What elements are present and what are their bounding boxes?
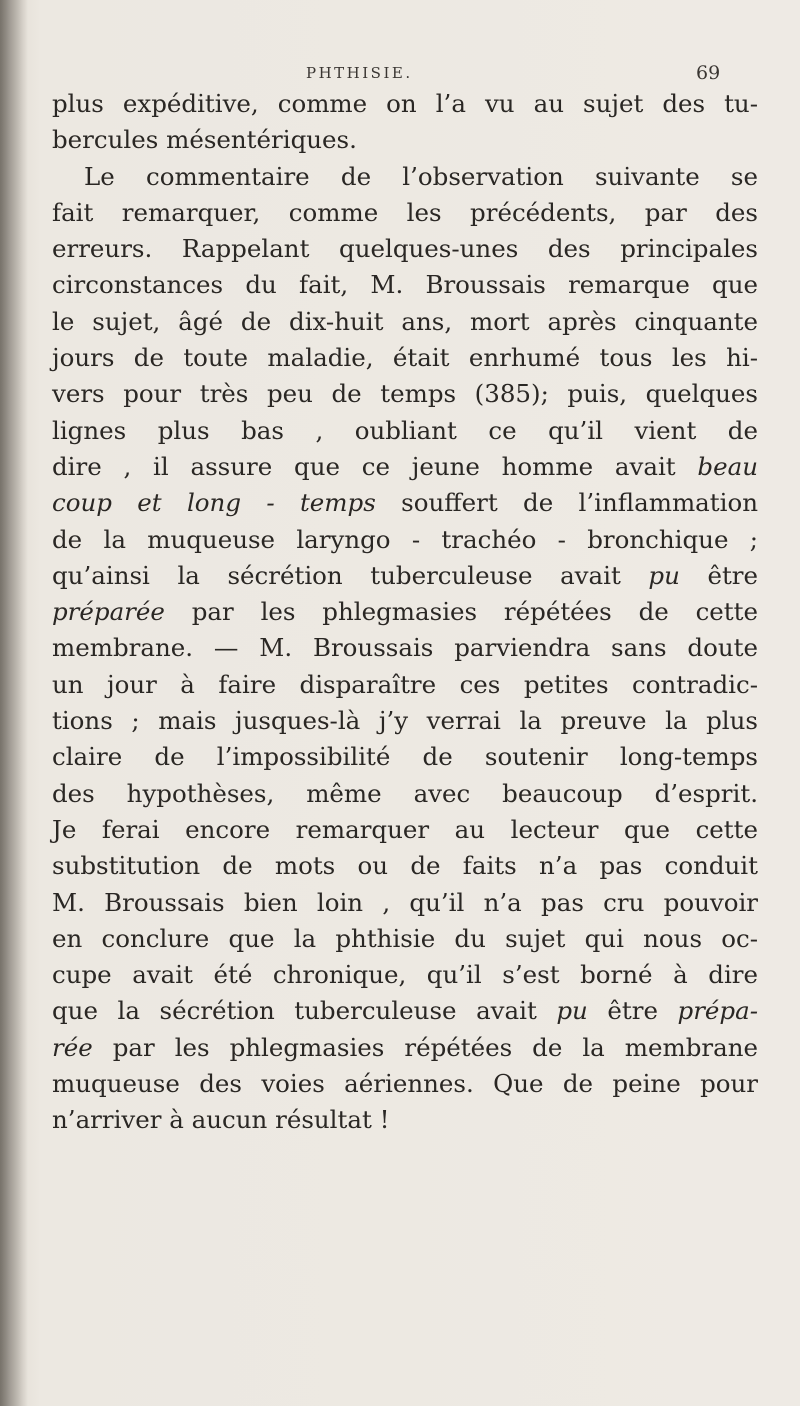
text-line: Le commentaire de l’observation suivante se	[84, 161, 758, 191]
text-line: erreurs. Rappelant quelques-unes des principales	[52, 234, 758, 264]
text-line	[52, 1030, 758, 1066]
text-line: membrane. — M. Broussais parviendra sans doute	[52, 633, 758, 663]
italic-text: pu	[648, 560, 680, 590]
text-line	[52, 485, 758, 521]
text-segment: être	[587, 996, 678, 1026]
page-header	[0, 62, 800, 88]
text-line: des hypothèses, même avec beaucoup d’esprit.	[52, 778, 758, 808]
text-line: de la muqueuse laryngo - trachéo - bronchique ;	[52, 524, 758, 554]
text-line: en conclure que la phthisie du sujet qui nous oc-	[52, 923, 758, 953]
text-segment: qu’ainsi la sécrétion tuberculeuse avait	[52, 560, 649, 590]
text-line: plus expéditive, comme on l’a vu au sujet des tu-	[52, 89, 758, 118]
text-line	[52, 993, 758, 1029]
text-line: circonstances du fait, M. Broussais remarque que	[52, 270, 758, 300]
text-line: substitution de mots ou de faits n’a pas conduit	[52, 851, 758, 881]
text-line: un jour à faire disparaître ces petites contradic-	[52, 669, 758, 699]
text-line: M. Broussais bien loin , qu’il n’a pas cru pouvoir	[52, 887, 758, 917]
text-line: Je ferai encore remarquer au lecteur que cette	[52, 814, 758, 844]
italic-text: pu	[556, 996, 588, 1026]
text-segment: que la sécrétion tuberculeuse avait	[52, 996, 557, 1026]
text-segment: souffert de l’inflammation	[375, 488, 758, 518]
text-line	[52, 449, 758, 485]
text-line: vers pour très peu de temps (385); puis, quelques	[52, 379, 758, 409]
text-line: lignes plus bas , oubliant ce qu’il vient de	[52, 415, 758, 445]
text-line: n’arriver à aucun résultat !	[52, 1105, 390, 1135]
text-line: tions ; mais jusques-là j’y verrai la preuve la plus	[52, 706, 758, 736]
text-line: claire de l’impossibilité de soutenir long-temps	[52, 742, 758, 772]
italic-text: beau	[697, 451, 758, 481]
italic-text: préparée	[52, 597, 165, 627]
text-line	[52, 594, 758, 630]
page-number: 69	[696, 62, 721, 84]
body-text	[52, 86, 758, 1139]
italic-text: prépa-	[677, 996, 758, 1026]
text-segment: être	[679, 560, 758, 590]
text-line: le sujet, âgé de dix-huit ans, mort après cinquante	[52, 306, 758, 336]
text-line: cupe avait été chronique, qu’il s’est borné à dire	[52, 960, 758, 990]
running-title: PHTHISIE.	[306, 64, 413, 82]
text-line: muqueuse des voies aériennes. Que de peine pour	[52, 1069, 758, 1099]
italic-text: rée	[52, 1032, 93, 1062]
text-line: bercules mésentériques.	[52, 125, 357, 155]
text-segment: par les phlegmasies répétées de cette	[164, 597, 758, 627]
binding-shadow	[0, 0, 28, 1406]
text-line: fait remarquer, comme les précédents, par des	[52, 197, 758, 227]
text-segment: dire , il assure que ce jeune homme avait	[52, 451, 698, 481]
text-line	[52, 558, 758, 594]
italic-text: coup et long - temps	[52, 488, 376, 518]
text-segment: par les phlegmasies répétées de la membrane	[92, 1032, 758, 1062]
text-line: jours de toute maladie, était enrhumé tous les hi-	[52, 343, 758, 373]
